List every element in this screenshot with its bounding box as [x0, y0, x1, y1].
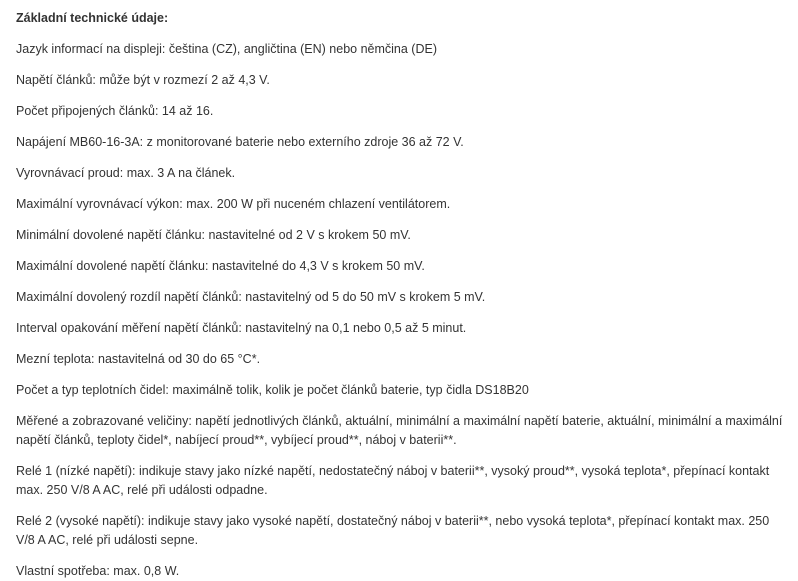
spec-relay-2: Relé 2 (vysoké napětí): indikuje stavy jako vysoké napětí, dostatečný náboj v baterii**, nebo vysoká teplota*, přepínací kontakt max. 250 V/8 A AC, relé při události sepne. [16, 514, 770, 547]
spec-max-cell-voltage: Maximální dovolené napětí článku: nastavitelné do 4,3 V s krokem 50 mV. [16, 259, 425, 273]
spec-measured-quantities: Měřené a zobrazované veličiny: napětí jednotlivých článků, aktuální, minimální a maximální napětí baterie, aktuální, minimální a maximální napětí článků, teploty čidel*, nabíjecí proud**, vybíjecí proud**, náboj v baterii**. [16, 414, 783, 447]
spec-cell-count: Počet připojených článků: 14 až 16. [16, 104, 214, 118]
spec-power-supply: Napájení MB60-16-3A: z monitorované baterie nebo externího zdroje 36 až 72 V. [16, 135, 464, 149]
spec-min-cell-voltage: Minimální dovolené napětí článku: nastavitelné od 2 V s krokem 50 mV. [16, 228, 411, 242]
spec-measurement-interval: Interval opakování měření napětí článků: nastavitelný na 0,1 nebo 0,5 až 5 minut. [16, 321, 467, 335]
spec-relay-1: Relé 1 (nízké napětí): indikuje stavy jako nízké napětí, nedostatečný náboj v baterii**, vysoký proud**, vysoká teplota*, přepínací kontakt max. 250 V/8 A AC, relé při události odpadne. [16, 464, 770, 497]
spec-display-language: Jazyk informací na displeji: čeština (CZ), angličtina (EN) nebo němčina (DE) [16, 42, 437, 56]
spec-balancing-power: Maximální vyrovnávací výkon: max. 200 W při nuceném chlazení ventilátorem. [16, 197, 451, 211]
spec-cell-voltage: Napětí článků: může být v rozmezí 2 až 4,3 V. [16, 73, 270, 87]
spec-limit-temperature: Mezní teplota: nastavitelná od 30 do 65 °C*. [16, 352, 261, 366]
spec-balancing-current: Vyrovnávací proud: max. 3 A na článek. [16, 166, 236, 180]
spec-own-consumption: Vlastní spotřeba: max. 0,8 W. [16, 564, 180, 578]
spec-temperature-sensors: Počet a typ teplotních čidel: maximálně tolik, kolik je počet článků baterie, typ čidla DS18B20 [16, 383, 529, 397]
section-heading: Základní technické údaje: [16, 11, 169, 25]
spec-max-voltage-difference: Maximální dovolený rozdíl napětí článků: nastavitelný od 5 do 50 mV s krokem 5 mV. [16, 290, 486, 304]
